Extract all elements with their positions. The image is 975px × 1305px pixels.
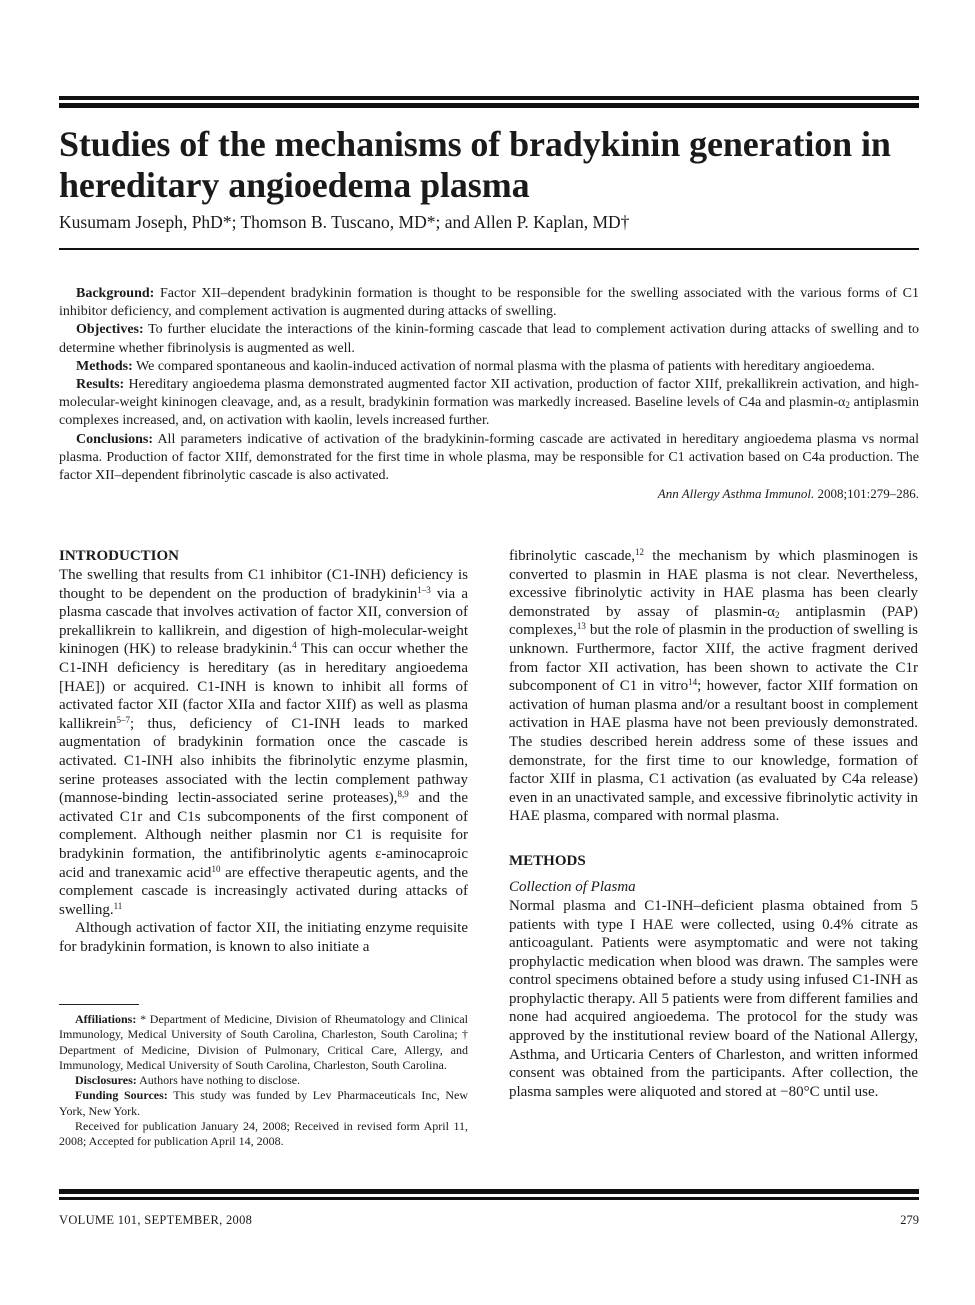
text: ; thus, deficiency of C1-INH leads to marked augmentation of bradykinin formation once the cascade is activated. C1-INH also inhibits the fibrinolytic enzyme plasmin, serine proteases associated with the lectin complement pathway (mannose-binding lectin-associated serine proteases), [59, 715, 468, 807]
footnote-rule [59, 1004, 139, 1005]
abstract [59, 285, 919, 503]
abstract-citation [59, 485, 919, 503]
reference-superscript[interactable]: 10 [211, 863, 221, 874]
text: ; however, factor XIIf formation on activation of human plasma and/or a resultant boost in complement activation in HAE plasma have not been previously demonstrated. The studies described herein address some of these issues and demonstrate, for the first time to our knowledge, formation of factor XIIf in plasma, C1 activation (as evaluated by C4a release) even in an unactivated sample, and excessive fibrinolytic activity in HAE plasma, compared with normal plasma. [509, 678, 918, 825]
footnote-affiliations [59, 1012, 468, 1073]
header-rule-bottom [59, 103, 919, 108]
text: but the role of plasmin in the production of swelling is unknown. Furthermore, factor XIIf, the active fragment derived from factor XII activation, has been shown to activate the C1r subcomponent of C1 in vitro [509, 622, 918, 695]
abstract-results [59, 376, 919, 431]
footer-volume: VOLUME 101, SEPTEMBER, 2008 [59, 1213, 253, 1227]
abstract-methods-text: We compared spontaneous and kaolin-induced activation of normal plasma with the plasma of patients with hereditary angioedema. [136, 358, 875, 374]
citation-journal: Ann Allergy Asthma Immunol. [657, 486, 815, 502]
abstract-conclusions [59, 431, 919, 486]
reference-superscript[interactable]: 13 [576, 621, 586, 632]
abstract-objectives-label: Objectives: [76, 322, 144, 338]
introduction-heading: INTRODUCTION [59, 548, 180, 564]
funding-text: This study was funded by Lev Pharmaceuticals Inc, New York, New York. [59, 1088, 469, 1118]
abstract-results-text: Hereditary angioedema plasma demonstrated augmented factor XII activation, production of factor XIIf, prekallikrein activation, and high-molecular-weight kininogen cleavage, and, as a result, bradykinin formation was markedly increased. Baseline levels of C4a and plasmin-α [59, 377, 919, 411]
reference-superscript[interactable]: 8,9 [397, 789, 409, 800]
subscript: 2 [774, 609, 780, 620]
right-column [509, 547, 918, 1101]
reference-superscript[interactable]: 12 [635, 547, 645, 557]
abstract-conclusions-label: Conclusions: [76, 431, 154, 447]
methods-subheading: Collection of Plasma [509, 878, 636, 895]
abstract-conclusions-text: All parameters indicative of activation of the bradykinin-forming cascade are activated in hereditary angioedema plasma vs normal plasma. Production of factor XIIf, demonstrated for the first time in whole plasma, may be responsible for C1 activation based on C4a production. The factor XII–dependent fibrinolytic cascade is also activated. [59, 431, 919, 484]
introduction-paragraph-1 [59, 566, 468, 919]
abstract-background-text: Factor XII–dependent bradykinin formation is thought to be responsible for the swelling associated with the various forms of C1 inhibitor deficiency, and complement activation is augmented during attacks of swelling. [59, 286, 919, 320]
footer-rule-top [59, 1189, 919, 1194]
text: antiplasmin (PAP) complexes, [509, 603, 918, 639]
footnotes [59, 1012, 468, 1150]
footnote-funding [59, 1088, 468, 1119]
abstract-objectives-text: To further elucidate the interactions of the kinin-forming cascade that lead to complement activation during attacks of swelling and to determine whether fibrinolysis is augmented as well. [59, 322, 919, 356]
text: the mechanism by which plasminogen is converted to plasmin in HAE plasma is not clear. Nevertheless, excessive fibrinolytic activity in HAE plasma has been clearly demonstrated by assay of plasmin-α [509, 548, 918, 620]
affiliations-text: * Department of Medicine, Division of Rheumatology and Clinical Immunology, Medical University of South Carolina, Charleston, South Carolina; † Department of Medicine, Division of Pulmonary, Critical Care, Allergy, and Immunology, Medical University of South Carolina, Charleston, South Carolina. [59, 1012, 469, 1072]
abstract-background-label: Background: [76, 286, 155, 301]
affiliations-label: Affiliations: [75, 1012, 137, 1026]
footnote-received: Received for publication January 24, 2008; Received in revised form April 11, 2008; Accepted for publication April 14, 2008. [59, 1119, 468, 1149]
page-number: 279 [900, 1213, 919, 1227]
disclosures-label: Disclosures: [75, 1073, 137, 1088]
article-title: Studies of the mechanisms of bradykinin generation in hereditary angioedema plasma [59, 124, 891, 205]
reference-superscript[interactable]: 11 [113, 900, 123, 911]
abstract-methods [59, 358, 919, 376]
reference-superscript[interactable]: 5–7 [116, 714, 130, 725]
text: are effective therapeutic agents, and the complement cascade is increasingly activated during attacks of swelling. [59, 864, 468, 918]
abstract-results-text-cont: antiplasmin complexes increased, and, on activation with kaolin, levels increased further. [59, 395, 919, 429]
reference-superscript[interactable]: 4 [292, 640, 297, 651]
introduction-continued [509, 547, 918, 826]
reference-superscript[interactable]: 14 [688, 677, 698, 688]
reference-superscript[interactable]: 1–3 [417, 584, 431, 595]
article-authors: Kusumam Joseph, PhD*; Thomson B. Tuscano, MD*; and Allen P. Kaplan, MD† [59, 212, 630, 232]
abstract-methods-label: Methods: [76, 358, 133, 374]
abstract-objectives [59, 321, 919, 357]
header-rule-top [59, 96, 919, 100]
funding-label: Funding Sources: [75, 1088, 168, 1103]
text: The swelling that results from C1 inhibitor (C1-INH) deficiency is thought to be dependent on the production of bradykinin [59, 567, 468, 602]
text: This can occur whether the C1-INH deficiency is hereditary (as in hereditary angioedema [HAE]) or acquired. C1-INH is known to inhibit all forms of activated factor XII (factor XIIa and factor XIIf) as well as plasma kallikrein [59, 641, 468, 732]
text: and the activated C1r and C1s subcomponents of the first component of complement. Although neither plasmin nor C1 is requisite for bradykinin formation, the antifibrinolytic agents ε-aminocaproic acid and tranexamic acid [59, 790, 468, 881]
footnote-disclosures [59, 1073, 468, 1088]
footer-rule-bottom [59, 1197, 919, 1200]
abstract-background [59, 285, 919, 321]
text: fibrinolytic cascade, [509, 548, 636, 564]
abstract-results-label: Results: [76, 377, 125, 393]
methods-paragraph-1: Normal plasma and C1-INH–deficient plasma obtained from 5 patients with type I HAE were collected, using 0.4% citrate as anticoagulant. Patients were asymptomatic and were not taking prophylactic medication when blood was drawn. The samples were control specimens obtained before a study using infused C1-INH as prophylactic therapy. All 5 patients were from different families and none had acquired angioedema. The protocol for the study was approved by the institutional review board of the National Allergy, Asthma, and Urticaria Centers of Charleston, and written informed consent was obtained from the participants. After collection, the plasma samples were aliquoted and stored at −80°C until use. [509, 897, 918, 1100]
left-column [59, 547, 468, 956]
introduction-paragraph-2: Although activation of factor XII, the initiating enzyme requisite for bradykinin formation, is known to also initiate a [59, 920, 468, 955]
text: via a plasma cascade that involves activation of factor XII, conversion of prekallikrein to kallikrein, and digestion of high-molecular-weight kininogen (HK) to release bradykinin. [59, 585, 468, 658]
citation-details: 2008;101:279–286. [817, 486, 919, 502]
authors-rule [59, 248, 919, 250]
disclosures-text: Authors have nothing to disclose. [139, 1073, 301, 1088]
methods-heading: METHODS [509, 852, 586, 869]
subscript: 2 [845, 400, 850, 411]
